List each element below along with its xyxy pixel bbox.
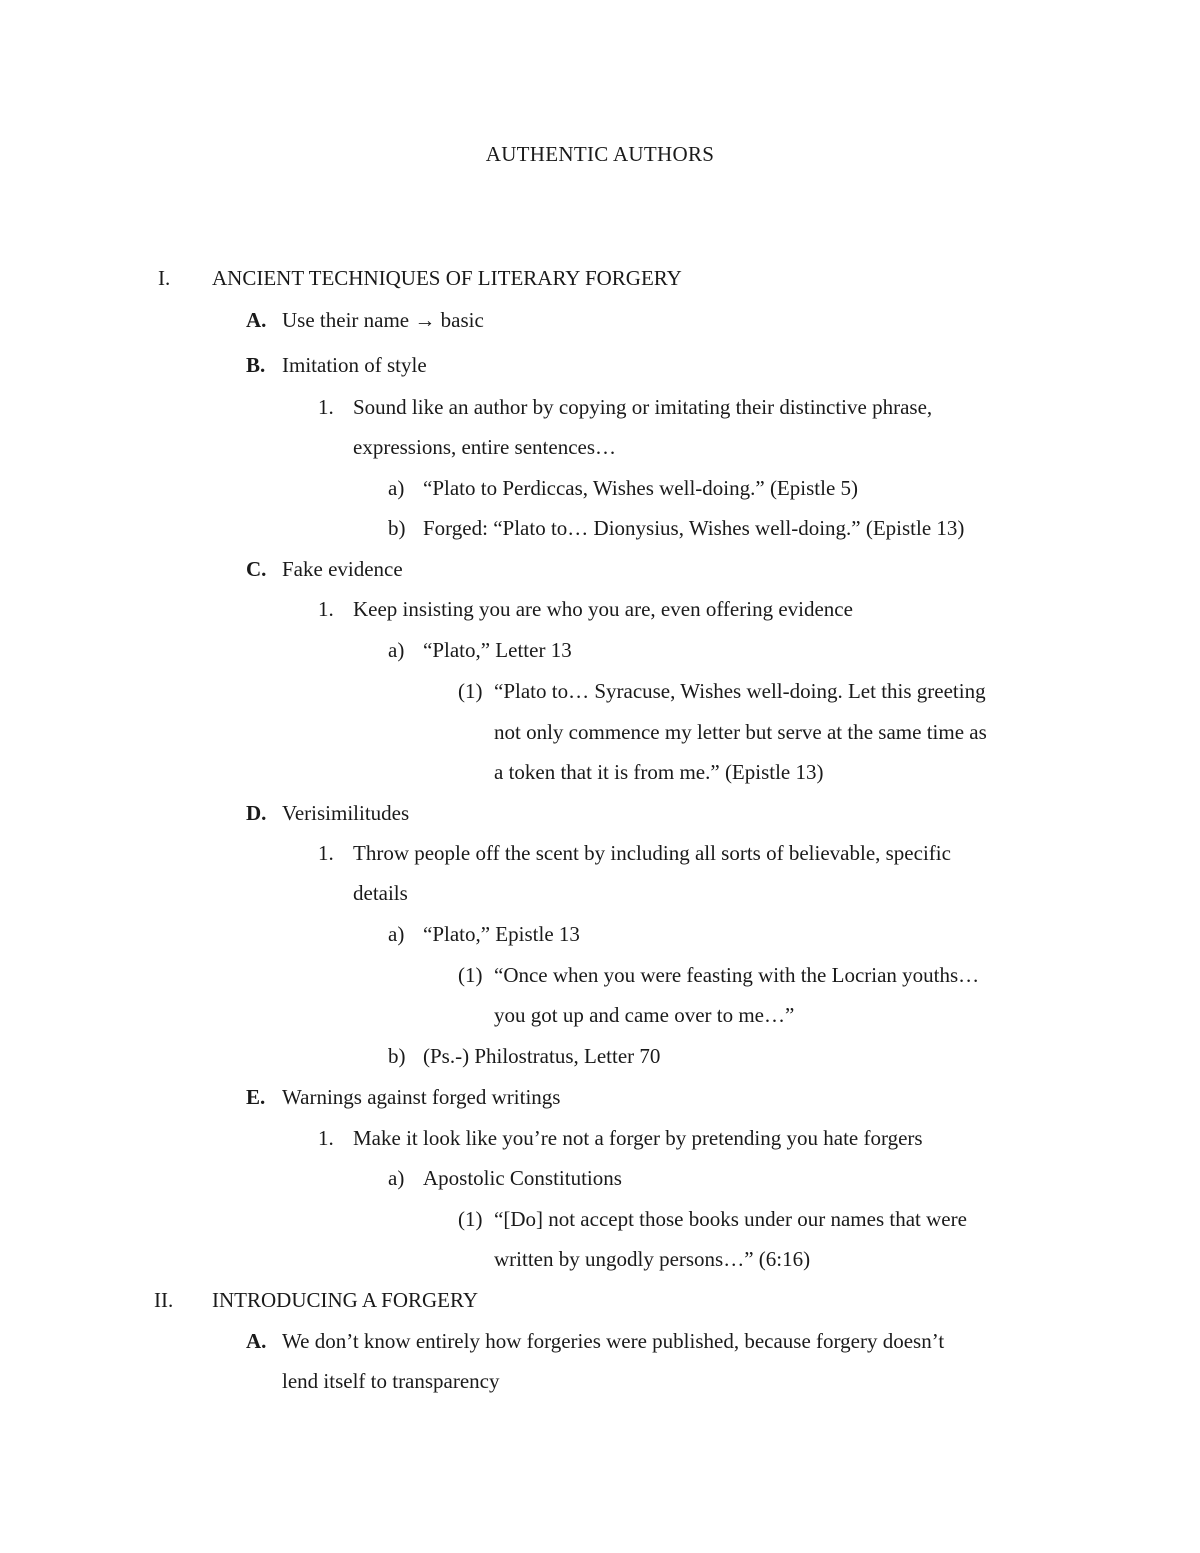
item-letter: E. — [246, 1085, 266, 1109]
section-numeral: I. — [158, 266, 171, 290]
sub-text: “Plato,” Letter 13 — [423, 638, 572, 662]
sub-label: a) — [388, 922, 405, 946]
section-heading: INTRODUCING A FORGERY — [212, 1288, 479, 1312]
point-number: 1. — [318, 597, 334, 621]
quote-number: (1) — [458, 1207, 483, 1231]
quote-text-line: a token that it is from me.” (Epistle 13) — [494, 760, 824, 784]
item-letter: B. — [246, 353, 266, 377]
item-text: Fake evidence — [282, 557, 403, 581]
quote-text-line: “Plato to… Syracuse, Wishes well-doing. Let this greeting — [494, 679, 986, 703]
point-text-line: Keep insisting you are who you are, even offering evidence — [353, 597, 853, 621]
sub-label: a) — [388, 638, 405, 662]
point-text-line: Make it look like you’re not a forger by pretending you hate forgers — [353, 1126, 923, 1150]
point-text-line: Sound like an author by copying or imitating their distinctive phrase, — [353, 395, 933, 419]
quote-number: (1) — [458, 679, 483, 703]
point-text-line: Throw people off the scent by including all sorts of believable, specific — [353, 841, 951, 865]
point-number: 1. — [318, 841, 334, 865]
point-text-line: expressions, entire sentences… — [353, 435, 617, 459]
item-letter: A. — [246, 1329, 267, 1353]
sub-text: “Plato,” Epistle 13 — [423, 922, 580, 946]
quote-text-line: “[Do] not accept those books under our names that were — [494, 1207, 967, 1231]
sub-label: b) — [388, 516, 406, 540]
quote-text-line: “Once when you were feasting with the Locrian youths… — [494, 963, 980, 987]
sub-text: “Plato to Perdiccas, Wishes well-doing.” (Epistle 5) — [423, 476, 859, 500]
sub-text: Apostolic Constitutions — [423, 1166, 622, 1190]
sub-label: b) — [388, 1044, 406, 1068]
item-text-line: We don’t know entirely how forgeries were published, because forgery doesn’t — [282, 1329, 945, 1353]
quote-text-line: written by ungodly persons…” (6:16) — [494, 1247, 811, 1271]
item-text: Use their name → basic — [282, 308, 484, 332]
quote-text-line: not only commence my letter but serve at the same time as — [494, 720, 987, 744]
item-text: Warnings against forged writings — [282, 1085, 561, 1109]
sub-label: a) — [388, 476, 405, 500]
quote-number: (1) — [458, 963, 483, 987]
section-heading: ANCIENT TECHNIQUES OF LITERARY FORGERY — [212, 266, 682, 290]
point-text-line: details — [353, 881, 408, 905]
sub-label: a) — [388, 1166, 405, 1190]
sub-text: Forged: “Plato to… Dionysius, Wishes well-doing.” (Epistle 13) — [423, 516, 965, 540]
item-text: Imitation of style — [282, 353, 427, 377]
point-number: 1. — [318, 1126, 334, 1150]
item-text: Verisimilitudes — [282, 801, 410, 825]
item-letter: C. — [246, 557, 267, 581]
item-letter: D. — [246, 801, 267, 825]
quote-text-line: you got up and came over to me…” — [494, 1003, 795, 1027]
item-letter: A. — [246, 308, 267, 332]
section-numeral: II. — [154, 1288, 174, 1312]
point-number: 1. — [318, 395, 334, 419]
item-text-line: lend itself to transparency — [282, 1369, 500, 1393]
sub-text: (Ps.-) Philostratus, Letter 70 — [423, 1044, 661, 1068]
document-title: AUTHENTIC AUTHORS — [485, 142, 715, 166]
